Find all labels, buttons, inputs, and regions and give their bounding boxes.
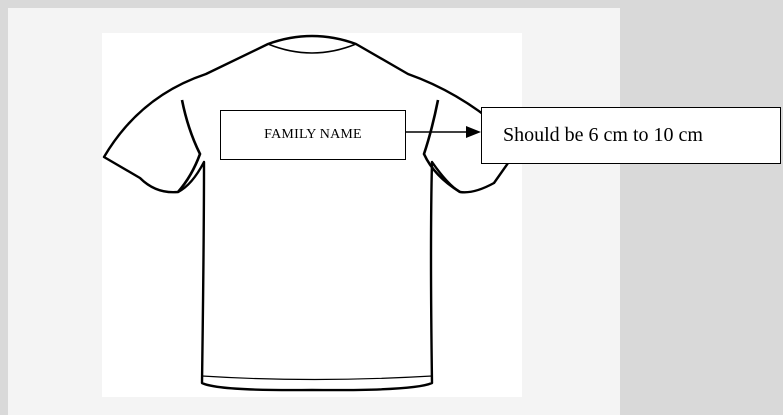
family-name-box: FAMILY NAME bbox=[220, 110, 406, 160]
tshirt-outline-icon bbox=[104, 36, 520, 390]
size-note-box: Should be 6 cm to 10 cm bbox=[481, 107, 781, 164]
